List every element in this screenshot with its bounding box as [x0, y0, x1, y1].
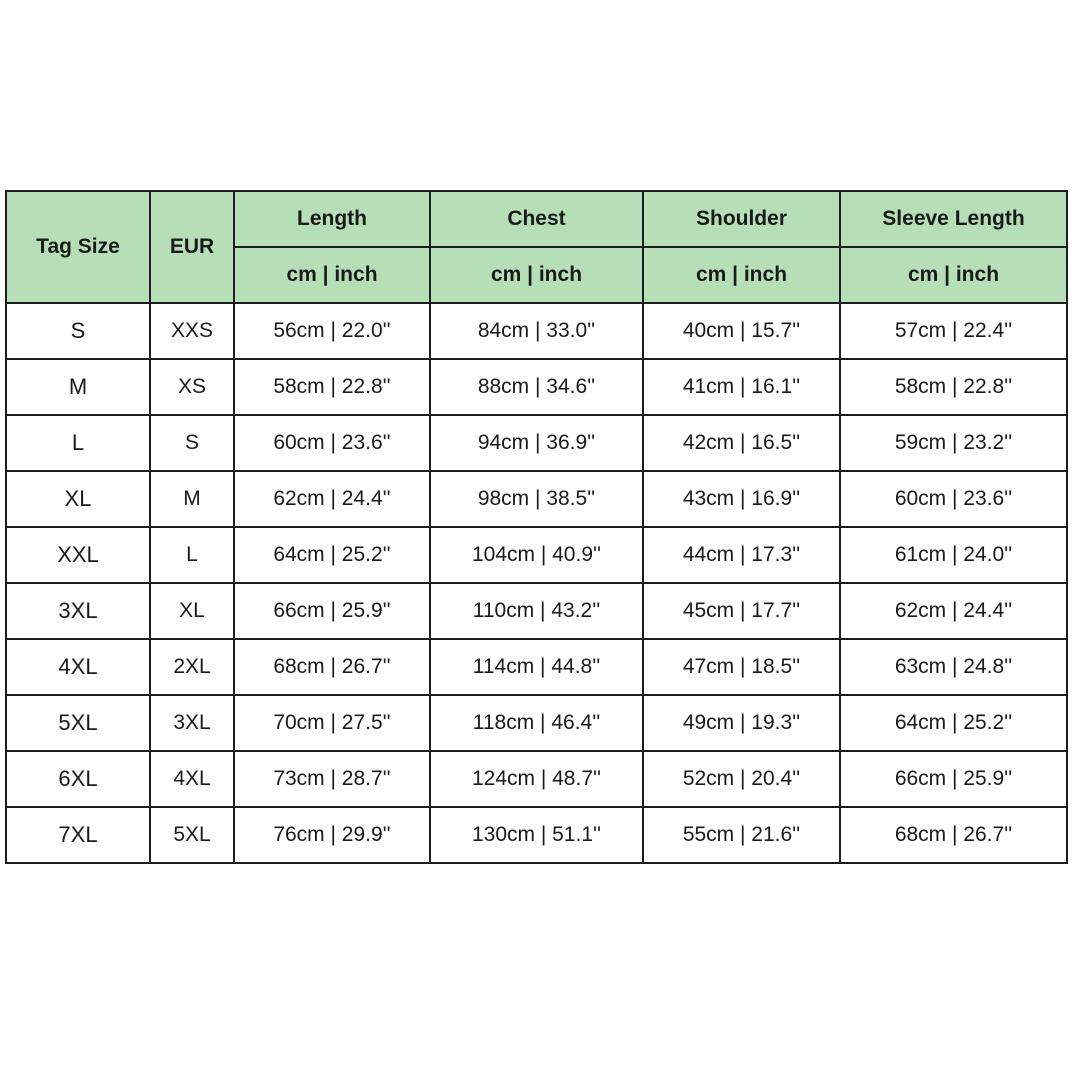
chest-cell: 84cm | 33.0'': [430, 303, 643, 359]
chest-unit-header: cm | inch: [430, 247, 643, 303]
sleeve-length-cell: 62cm | 24.4'': [840, 583, 1067, 639]
table-row: [6, 527, 1067, 583]
shoulder-cell: 49cm | 19.3'': [643, 695, 840, 751]
sleeve-length-cell: 59cm | 23.2'': [840, 415, 1067, 471]
table-row: [6, 583, 1067, 639]
shoulder-cell: 40cm | 15.7'': [643, 303, 840, 359]
tag-size-cell: S: [6, 303, 150, 359]
length-cell: 66cm | 25.9'': [234, 583, 430, 639]
sleeve-length-cell: 66cm | 25.9'': [840, 751, 1067, 807]
eur-size-cell: 2XL: [150, 639, 234, 695]
sleeve-length-cell: 68cm | 26.7'': [840, 807, 1067, 863]
size-chart-table: [5, 190, 1068, 864]
sleeve-length-cell: 61cm | 24.0'': [840, 527, 1067, 583]
length-unit-header: cm | inch: [234, 247, 430, 303]
length-header: Length: [234, 191, 430, 247]
length-cell: 56cm | 22.0'': [234, 303, 430, 359]
sleeve-length-header: Sleeve Length: [840, 191, 1067, 247]
length-cell: 70cm | 27.5'': [234, 695, 430, 751]
table-row: [6, 359, 1067, 415]
length-cell: 58cm | 22.8'': [234, 359, 430, 415]
chest-cell: 110cm | 43.2'': [430, 583, 643, 639]
shoulder-cell: 43cm | 16.9'': [643, 471, 840, 527]
length-cell: 62cm | 24.4'': [234, 471, 430, 527]
chest-cell: 124cm | 48.7'': [430, 751, 643, 807]
eur-size-cell: 4XL: [150, 751, 234, 807]
tag-size-cell: L: [6, 415, 150, 471]
shoulder-cell: 52cm | 20.4'': [643, 751, 840, 807]
chest-header: Chest: [430, 191, 643, 247]
sleeve-length-cell: 64cm | 25.2'': [840, 695, 1067, 751]
sleeve-unit-header: cm | inch: [840, 247, 1067, 303]
tag-size-cell: 3XL: [6, 583, 150, 639]
length-cell: 73cm | 28.7'': [234, 751, 430, 807]
sleeve-length-cell: 58cm | 22.8'': [840, 359, 1067, 415]
shoulder-cell: 41cm | 16.1'': [643, 359, 840, 415]
eur-size-cell: L: [150, 527, 234, 583]
chest-cell: 88cm | 34.6'': [430, 359, 643, 415]
eur-size-cell: XXS: [150, 303, 234, 359]
eur-size-cell: M: [150, 471, 234, 527]
table-header: [6, 191, 1067, 303]
length-cell: 76cm | 29.9'': [234, 807, 430, 863]
header-row: [6, 191, 1067, 247]
chest-cell: 98cm | 38.5'': [430, 471, 643, 527]
eur-size-cell: 3XL: [150, 695, 234, 751]
chest-cell: 104cm | 40.9'': [430, 527, 643, 583]
chest-cell: 114cm | 44.8'': [430, 639, 643, 695]
shoulder-cell: 42cm | 16.5'': [643, 415, 840, 471]
shoulder-cell: 45cm | 17.7'': [643, 583, 840, 639]
length-cell: 68cm | 26.7'': [234, 639, 430, 695]
tag-size-cell: 4XL: [6, 639, 150, 695]
table-row: [6, 415, 1067, 471]
table-row: [6, 807, 1067, 863]
table-row: [6, 471, 1067, 527]
table-body: [6, 303, 1067, 863]
sleeve-length-cell: 57cm | 22.4'': [840, 303, 1067, 359]
shoulder-unit-header: cm | inch: [643, 247, 840, 303]
sleeve-length-cell: 63cm | 24.8'': [840, 639, 1067, 695]
eur-size-cell: XS: [150, 359, 234, 415]
tag-size-cell: 5XL: [6, 695, 150, 751]
eur-header: EUR: [150, 191, 234, 303]
shoulder-cell: 47cm | 18.5'': [643, 639, 840, 695]
chest-cell: 130cm | 51.1'': [430, 807, 643, 863]
tag-size-cell: XXL: [6, 527, 150, 583]
table-row: [6, 303, 1067, 359]
sleeve-length-cell: 60cm | 23.6'': [840, 471, 1067, 527]
table-row: [6, 639, 1067, 695]
shoulder-header: Shoulder: [643, 191, 840, 247]
table-row: [6, 751, 1067, 807]
eur-size-cell: 5XL: [150, 807, 234, 863]
tag-size-cell: M: [6, 359, 150, 415]
eur-size-cell: XL: [150, 583, 234, 639]
tag-size-header: Tag Size: [6, 191, 150, 303]
eur-size-cell: S: [150, 415, 234, 471]
length-cell: 64cm | 25.2'': [234, 527, 430, 583]
chest-cell: 94cm | 36.9'': [430, 415, 643, 471]
length-cell: 60cm | 23.6'': [234, 415, 430, 471]
shoulder-cell: 55cm | 21.6'': [643, 807, 840, 863]
tag-size-cell: 6XL: [6, 751, 150, 807]
shoulder-cell: 44cm | 17.3'': [643, 527, 840, 583]
table-row: [6, 695, 1067, 751]
tag-size-cell: XL: [6, 471, 150, 527]
chest-cell: 118cm | 46.4'': [430, 695, 643, 751]
tag-size-cell: 7XL: [6, 807, 150, 863]
